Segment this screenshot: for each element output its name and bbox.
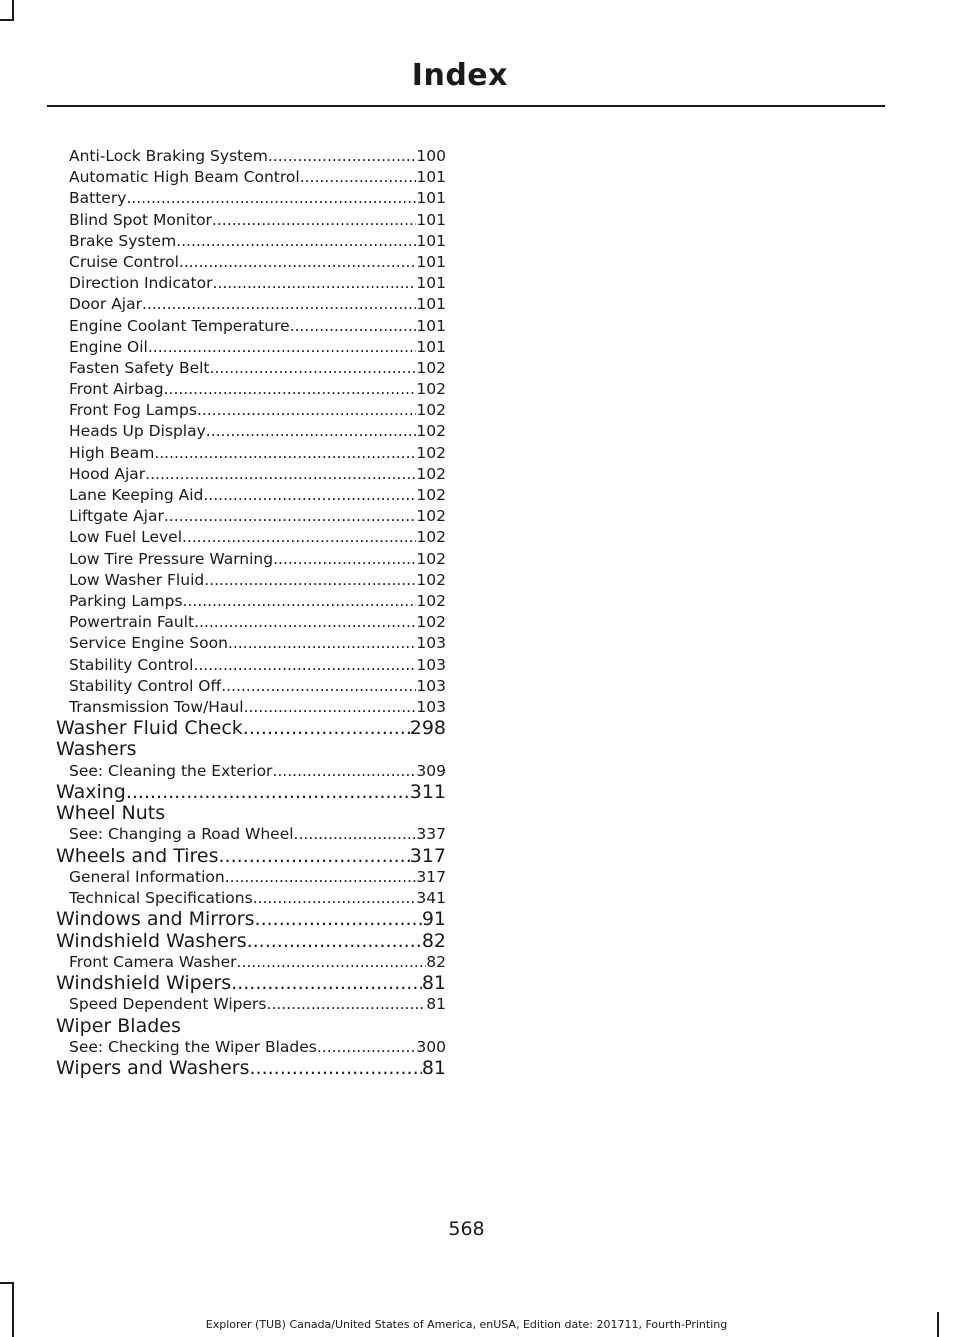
index-entry-page: 102 [416, 443, 446, 462]
index-entry-page: 101 [416, 210, 446, 229]
index-entry-page: 101 [416, 337, 446, 356]
index-entry-label: Battery [69, 189, 127, 208]
index-entry-page: 311 [409, 780, 446, 803]
index-entry [56, 888, 446, 909]
index-entry [56, 549, 446, 570]
index-entry-leader [182, 527, 416, 548]
index-entry-label: See: Checking the Wiper Blades [69, 1037, 317, 1056]
index-entry-label: Wipers and Washers [56, 1057, 250, 1080]
index-entry-page: 102 [416, 358, 446, 377]
index-entry-leader [273, 549, 416, 570]
index-entry-label: Blind Spot Monitor [69, 210, 212, 229]
index-entry-label: Liftgate Ajar [69, 507, 164, 526]
index-entry-page: 101 [416, 189, 446, 208]
index-entry-label: Waxing [56, 780, 126, 803]
index-entry-page: 101 [416, 252, 446, 271]
index-entry-page: 103 [416, 634, 446, 653]
index-entry-label: Wheel Nuts [56, 802, 166, 825]
index-entry-leader [231, 973, 422, 994]
index-entry-label: Front Camera Washer [69, 952, 237, 971]
index-entry-leader [145, 464, 416, 485]
index-entry-leader [317, 1037, 417, 1058]
index-entry [56, 591, 446, 612]
index-entry-label: Low Fuel Level [69, 528, 183, 547]
index-entry-leader [268, 146, 417, 167]
index-entry-page: 309 [416, 761, 446, 780]
index-entry-leader [272, 761, 416, 782]
index-entry-page: 102 [416, 591, 446, 610]
index-entry [56, 358, 446, 379]
index-entry [56, 909, 446, 930]
index-entry-page: 103 [416, 676, 446, 695]
index-entry-label: Technical Specifications [69, 889, 253, 908]
index-entry-leader [244, 697, 417, 718]
index-entry [56, 379, 446, 400]
index-entry-label: Front Airbag [69, 380, 164, 399]
index-entry-label: Low Washer Fluid [69, 570, 205, 589]
index-entry-leader [267, 994, 427, 1015]
index-entry [56, 464, 446, 485]
index-entry-label: General Information [69, 867, 225, 886]
index-entry [56, 612, 446, 633]
index-entry [56, 803, 446, 824]
index-entry [56, 655, 446, 676]
index-entry-leader [243, 718, 410, 739]
index-entry-label: Stability Control Off [69, 676, 222, 695]
index-entry [56, 188, 446, 209]
index-entry-leader [193, 655, 416, 676]
header-divider [47, 105, 885, 107]
index-entry-page: 91 [421, 908, 446, 931]
index-entry [56, 400, 446, 421]
index-entry [56, 231, 446, 252]
index-entry-label: Stability Control [69, 655, 194, 674]
index-entry [56, 252, 446, 273]
index-entry-page: 102 [416, 613, 446, 632]
index-entry [56, 846, 446, 867]
index-entry-page: 101 [416, 274, 446, 293]
index-entry-label: Powertrain Fault [69, 613, 195, 632]
index-entry-leader [253, 888, 417, 909]
index-entry [56, 1037, 446, 1058]
index-entry-leader [148, 337, 417, 358]
index-entry [56, 676, 446, 697]
index-entry-leader [255, 909, 422, 930]
index-entry-label: Engine Oil [69, 337, 148, 356]
index-entry [56, 761, 446, 782]
index-entry-page: 102 [416, 464, 446, 483]
index-entry-leader [228, 633, 417, 654]
index-entry [56, 952, 446, 973]
index-entry-page: 102 [416, 507, 446, 526]
index-entry-page: 101 [416, 316, 446, 335]
index-entry-label: Low Tire Pressure Warning [69, 549, 274, 568]
index-entry-leader [154, 443, 416, 464]
index-entry-page: 81 [421, 1057, 446, 1080]
index-entry-page: 341 [416, 889, 446, 908]
index-list [56, 146, 446, 1079]
index-entry-leader [247, 931, 422, 952]
crop-mark [0, 1282, 14, 1284]
page-title: Index [411, 58, 508, 93]
index-entry [56, 146, 446, 167]
index-entry-label: Windshield Washers [56, 929, 247, 952]
index-entry-label: Hood Ajar [69, 464, 146, 483]
index-entry-page: 102 [416, 422, 446, 441]
index-entry-label: Service Engine Soon [69, 634, 228, 653]
index-entry-page: 102 [416, 380, 446, 399]
index-entry-page: 102 [416, 486, 446, 504]
index-entry-label: Brake System [69, 231, 177, 250]
index-entry [56, 1058, 446, 1079]
index-entry-label: Lane Keeping Aid [69, 486, 204, 504]
index-entry [56, 782, 446, 803]
index-entry [56, 1016, 446, 1037]
index-entry-page: 101 [416, 231, 446, 250]
index-entry-label: See: Cleaning the Exterior [69, 761, 273, 780]
index-entry-leader [300, 167, 417, 188]
index-entry [56, 867, 446, 888]
index-entry [56, 316, 446, 337]
footer-edition-text: Explorer (TUB) Canada/United States of America, enUSA, Edition date: 201711, Fourth-Printing [205, 1318, 728, 1331]
index-entry-leader [294, 824, 417, 845]
index-entry-label: Automatic High Beam Control [69, 168, 300, 187]
index-entry [56, 973, 446, 994]
index-entry-page: 317 [409, 844, 446, 867]
index-entry-leader [204, 570, 416, 591]
index-entry-leader [176, 231, 416, 252]
index-entry-leader [126, 188, 416, 209]
index-entry-page: 102 [416, 549, 446, 568]
index-entry-leader [219, 846, 410, 867]
index-entry-label: Heads Up Display [69, 422, 206, 441]
index-entry-page: 298 [409, 717, 446, 740]
index-entry-label: Speed Dependent Wipers [69, 995, 267, 1014]
index-entry [56, 739, 446, 760]
index-entry-label: See: Changing a Road Wheel [69, 825, 294, 844]
index-entry-page: 102 [416, 570, 446, 589]
index-entry-label: Wiper Blades [56, 1014, 181, 1037]
index-entry [56, 506, 446, 527]
index-entry-page: 337 [416, 825, 446, 844]
index-entry-leader [194, 612, 416, 633]
index-entry-leader [203, 485, 416, 506]
index-entry [56, 697, 446, 718]
page-number: 568 [448, 1218, 485, 1240]
index-entry [56, 485, 446, 506]
index-entry-leader [183, 591, 417, 612]
crop-mark [937, 1312, 939, 1337]
index-entry-page: 300 [416, 1037, 446, 1056]
index-entry-label: Wheels and Tires [56, 844, 219, 867]
index-entry-label: Windows and Mirrors [56, 908, 255, 931]
index-entry-page: 101 [416, 295, 446, 314]
index-entry-page: 102 [416, 528, 446, 547]
index-entry-label: Fasten Safety Belt [69, 358, 210, 377]
index-entry-leader [225, 867, 417, 888]
index-entry-label: Front Fog Lamps [69, 401, 197, 420]
index-entry-leader [179, 252, 417, 273]
index-entry-leader [237, 952, 427, 973]
index-entry [56, 994, 446, 1015]
index-entry-leader [210, 358, 417, 379]
index-entry-label: Washer Fluid Check [56, 717, 243, 740]
index-entry [56, 294, 446, 315]
index-entry [56, 718, 446, 739]
index-entry-page: 103 [416, 697, 446, 716]
index-entry-leader [212, 273, 416, 294]
index-entry-label: Parking Lamps [69, 591, 183, 610]
index-entry [56, 210, 446, 231]
index-entry-leader [290, 316, 417, 337]
index-entry [56, 633, 446, 654]
index-entry [56, 273, 446, 294]
index-entry [56, 421, 446, 442]
crop-mark [0, 19, 14, 21]
index-entry [56, 527, 446, 548]
index-entry-label: Transmission Tow/Haul [69, 697, 244, 716]
index-entry-page: 103 [416, 655, 446, 674]
index-entry-label: Cruise Control [69, 252, 179, 271]
index-entry [56, 931, 446, 952]
index-entry-leader [250, 1058, 422, 1079]
index-entry-label: Direction Indicator [69, 274, 213, 293]
index-entry [56, 824, 446, 845]
index-entry-page: 101 [416, 168, 446, 187]
index-entry [56, 443, 446, 464]
index-entry-leader [212, 210, 416, 231]
index-entry [56, 337, 446, 358]
index-entry-page: 82 [421, 929, 446, 952]
index-entry-leader [142, 294, 416, 315]
index-entry-leader [164, 379, 417, 400]
index-entry-label: Windshield Wipers [56, 972, 232, 995]
index-entry-label: Door Ajar [69, 295, 142, 314]
index-entry-leader [197, 400, 417, 421]
index-entry-label: Engine Coolant Temperature [69, 316, 290, 335]
index-entry-page: 100 [416, 147, 446, 165]
index-entry-label: Washers [56, 738, 137, 761]
crop-mark [12, 0, 14, 20]
index-entry-leader [206, 421, 417, 442]
index-entry-page: 317 [416, 867, 446, 886]
index-entry-leader [126, 782, 410, 803]
index-entry-label: Anti-Lock Braking System [69, 147, 268, 165]
index-entry [56, 570, 446, 591]
index-entry-label: High Beam [69, 443, 155, 462]
index-entry-leader [221, 676, 416, 697]
index-entry-leader [164, 506, 417, 527]
index-entry-page: 81 [426, 995, 446, 1014]
index-entry-page: 81 [421, 972, 446, 995]
index-entry-page: 82 [426, 952, 446, 971]
index-entry-page: 102 [416, 401, 446, 420]
index-entry [56, 167, 446, 188]
